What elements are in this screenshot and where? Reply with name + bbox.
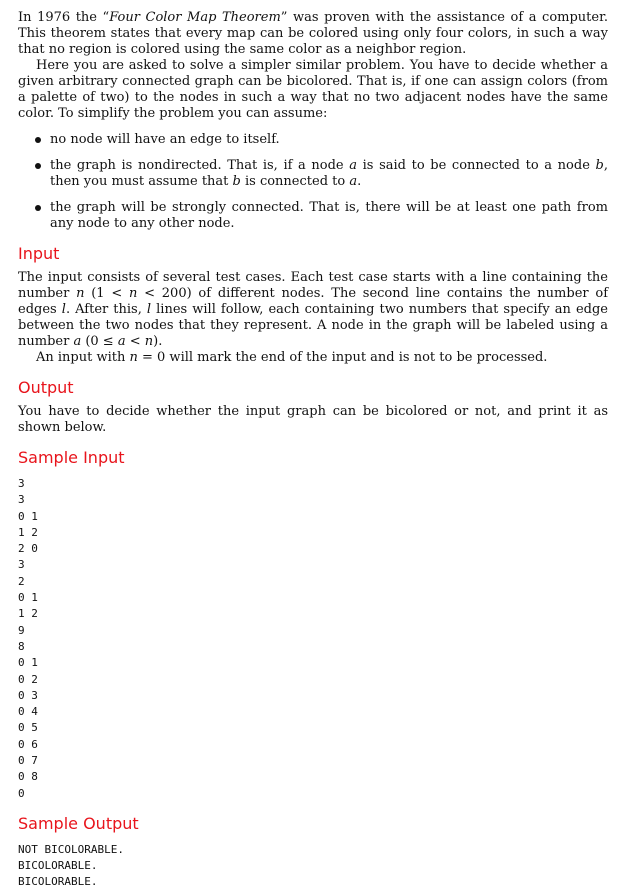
code-line: 0 2 (18, 672, 38, 686)
code-line: 0 1 (18, 591, 38, 605)
code-line: 2 (18, 574, 25, 588)
problem-statement (18, 10, 608, 890)
code-line: 1 2 (18, 525, 38, 539)
input-text: lines will follow, each containing two numbers that specify an edge between the two nodes that they represent. A node in the graph will be labeled using a number (18, 302, 608, 349)
input-text: The input consists of several test cases. Each test case starts with a line containing the number (18, 270, 608, 301)
input-text: = 0 will mark the end of the input and is not to be processed. (137, 350, 548, 365)
code-line: 0 5 (18, 721, 38, 735)
code-line: 0 1 (18, 656, 38, 670)
output-paragraph: You have to decide whether the input graph can be bicolored or not, and print it as shown below. (18, 404, 608, 435)
math-var: l (61, 302, 66, 317)
code-line: 1 2 (18, 607, 38, 621)
assumption-item-2 (32, 158, 608, 190)
output-heading: Output (18, 378, 74, 397)
input-text: < (125, 334, 145, 349)
code-line: 0 (18, 786, 25, 800)
math-var: b (595, 158, 604, 173)
code-line: 3 (18, 493, 25, 507)
input-text: (1 < (84, 286, 129, 301)
input-paragraph-2 (18, 350, 608, 366)
code-line: BICOLORABLE. (18, 858, 98, 872)
assumption-text: , then you must assume that (50, 158, 608, 189)
input-text: An input with (36, 350, 130, 365)
math-var: a (73, 334, 82, 349)
math-var: n (144, 334, 154, 349)
sample-output-heading: Sample Output (18, 813, 139, 833)
assumption-item-1: no node will have an edge to itself. (32, 132, 608, 148)
sample-input-heading: Sample Input (18, 448, 125, 467)
math-var: n (129, 350, 138, 365)
code-line: BICOLORABLE. (18, 874, 98, 888)
input-text: . After this, (65, 302, 147, 317)
assumption-item-3: the graph will be strongly connected. That is, there will be at least one path from any node to any other node. (32, 200, 608, 232)
sample-input-block (18, 476, 608, 802)
assumption-text: the graph is nondirected. That is, if a node (50, 158, 350, 173)
code-line: 0 1 (18, 509, 38, 523)
assumption-text: is connected to (240, 174, 350, 189)
input-heading: Input (18, 244, 60, 263)
code-line: 9 (18, 623, 25, 637)
math-var: a (349, 174, 358, 189)
math-var: a (117, 334, 126, 349)
math-var: n (128, 286, 138, 301)
intro-paragraph-1 (18, 10, 608, 58)
input-text: < 200) of different nodes. The second line contains the number of edges (18, 286, 609, 317)
code-line: 3 (18, 558, 25, 572)
code-line: 0 7 (18, 754, 38, 768)
intro-text: In 1976 the “ (18, 10, 110, 25)
code-line: 2 0 (18, 542, 38, 556)
input-text: ). (153, 334, 163, 349)
sample-output-block (18, 842, 608, 890)
math-var: a (349, 158, 358, 173)
assumption-text: . (357, 174, 362, 189)
code-line: 0 3 (18, 688, 38, 702)
intro-text: ” was proven with the assistance of a computer. This theorem states that every map can be colored using only four colors, in such a way that no region is colored using the same color as a neighbor region. (18, 10, 608, 57)
theorem-name: Four Color Map Theorem (109, 10, 281, 25)
code-line: 8 (18, 639, 25, 653)
code-line: 0 4 (18, 705, 38, 719)
code-line: 0 6 (18, 737, 38, 751)
math-var: l (146, 302, 152, 317)
code-line: 3 (18, 477, 25, 490)
assumption-text: is said to be connected to a node (357, 158, 596, 173)
math-var: n (76, 286, 85, 301)
input-text: (0 ≤ (81, 334, 118, 349)
assumption-list (18, 132, 608, 232)
input-paragraph-1 (18, 270, 608, 350)
math-var: b (232, 174, 241, 189)
intro-paragraph-2: Here you are asked to solve a simpler similar problem. You have to decide whether a given arbitrary connected graph can be bicolored. That is, if one can assign colors (from a palette of two) to the nodes in such a way that no two adjacent nodes have the same color. To simplify the problem you can assume: (18, 58, 608, 121)
code-line: 0 8 (18, 770, 38, 784)
code-line: NOT BICOLORABLE. (18, 842, 124, 856)
